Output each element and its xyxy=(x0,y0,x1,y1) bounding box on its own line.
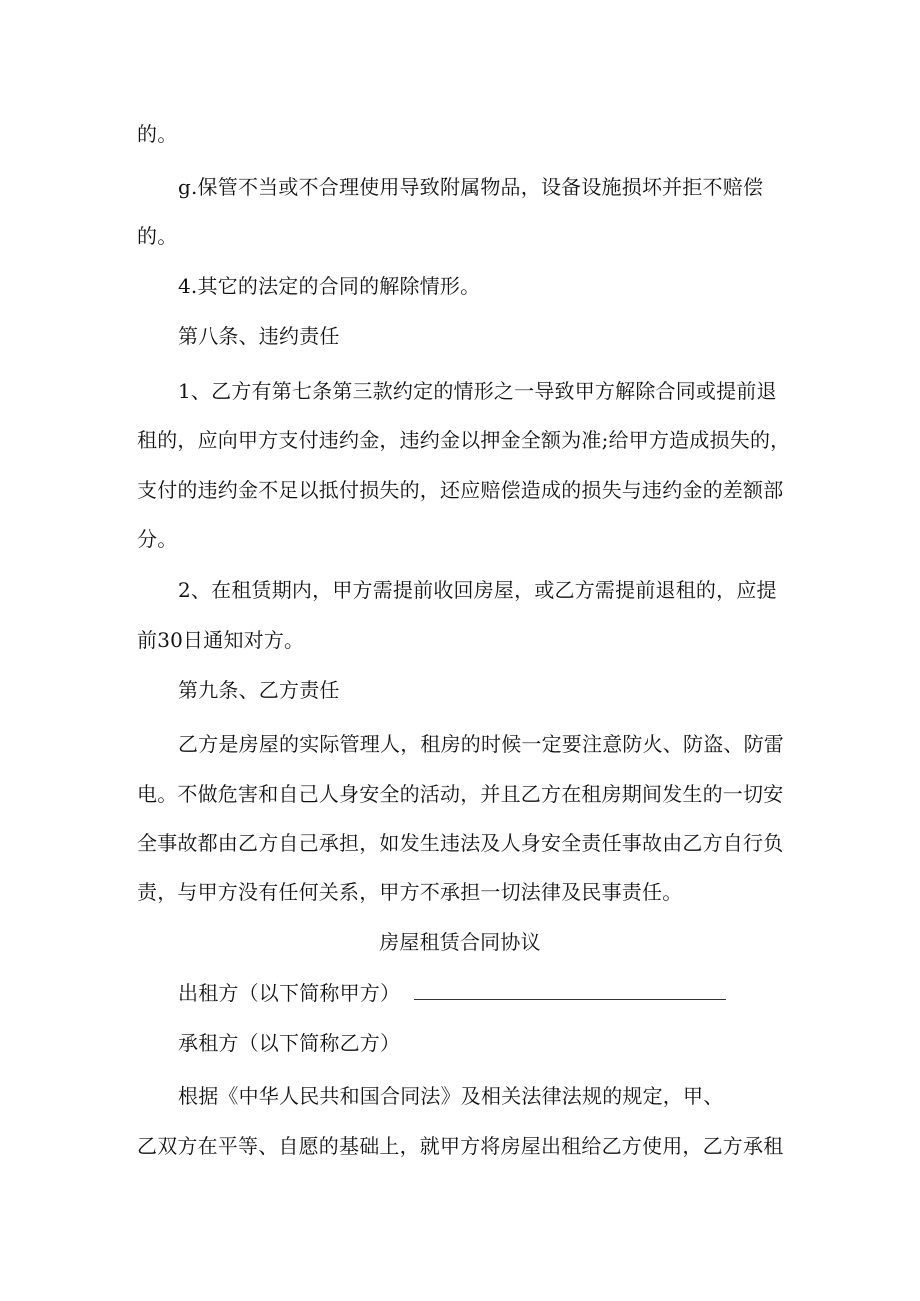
text-line: 支付的违约金不足以抵付损失的，还应赔偿造成的损失与违约金的差额部 xyxy=(137,478,784,502)
text-line: 租的，应向甲方支付违约金，违约金以押金全额为准;给甲方造成损失的， xyxy=(137,428,791,452)
text-line: 责，与甲方没有任何关系，甲方不承担一切法律及民事责任。 xyxy=(137,880,683,904)
text-line: g.保管不当或不合理使用导致附属物品，设备设施损坏并拒不赔偿 xyxy=(178,175,764,199)
text-line: 的。 xyxy=(137,122,178,146)
text-line: 电。不做危害和自己人身安全的活动，并且乙方在租房期间发生的一切安 xyxy=(137,782,784,806)
text-line: 1、乙方有第七条第三款约定的情形之一导致甲方解除合同或提前退 xyxy=(178,379,777,403)
text-line: 乙方是房屋的实际管理人，租房的时候一定要注意防火、防盗、防雷 xyxy=(178,732,784,756)
lessor-label: 出租方（以下简称甲方） xyxy=(178,981,401,1005)
text-line: 的。 xyxy=(137,224,178,248)
document-title: 房屋租赁合同协议 xyxy=(379,930,541,954)
lessor-blank-line xyxy=(414,983,726,1000)
lessee-label: 承租方（以下简称乙方） xyxy=(178,1031,401,1055)
text-line: 根据《中华人民共和国合同法》及相关法律法规的规定，甲、 xyxy=(178,1084,724,1108)
text-line: 分。 xyxy=(137,527,178,551)
text-line: 前30日通知对方。 xyxy=(137,628,305,652)
lessor-field xyxy=(178,980,726,1006)
text-line: 全事故都由乙方自己承担，如发生违法及人身安全责任事故由乙方自行负 xyxy=(137,831,784,855)
section-heading: 第九条、乙方责任 xyxy=(178,678,340,702)
text-line: 4.其它的法定的合同的解除情形。 xyxy=(178,274,481,298)
text-line: 乙双方在平等、自愿的基础上，就甲方将房屋出租给乙方使用，乙方承租 xyxy=(137,1134,784,1158)
section-heading: 第八条、违约责任 xyxy=(178,324,340,348)
text-line: 2、在租赁期内，甲方需提前收回房屋，或乙方需提前退租的，应提 xyxy=(178,578,777,602)
